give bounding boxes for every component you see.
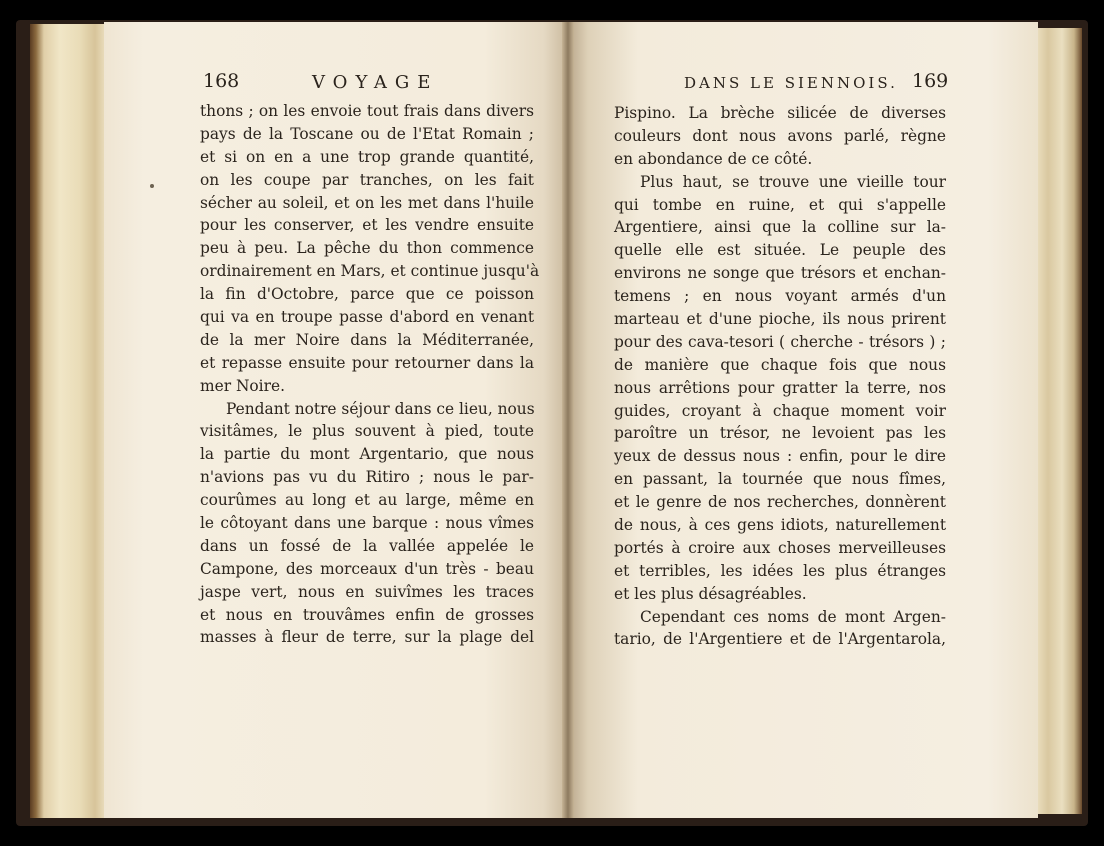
right-page-edges [1034, 28, 1082, 814]
text-line: et terribles, les idées les plus étranges [614, 561, 946, 580]
text-line: marteau et d'une pioche, ils nous prirent [614, 310, 946, 329]
left-page-edges [30, 24, 108, 818]
text-line: environs ne songe que trésors et enchan- [614, 264, 946, 283]
text-line: Campone, des morceaux d'un très - beau [200, 559, 534, 578]
text-line: on les coupe par tranches, on les fait [200, 170, 534, 189]
text-line: pour les conserver, et les vendre ensuite [200, 216, 534, 235]
text-line: thons ; on les envoie tout frais dans divers [200, 102, 534, 120]
text-line: de la mer Noire dans la Méditerranée, [200, 330, 534, 349]
text-line: quelle elle est située. Le peuple des [614, 241, 946, 260]
text-line: masses à fleur de terre, sur la plage del [200, 628, 534, 647]
text-line: ordinairement en Mars, et continue jusqu'à [200, 262, 540, 281]
right-page-text [614, 102, 946, 651]
text-line: mer Noire. [200, 376, 285, 395]
text-line: Plus haut, se trouve une vieille tour [640, 172, 946, 191]
text-line: temens ; en nous voyant armés d'un [614, 287, 946, 306]
right-running-head: DANS LE SIENNOIS. [684, 74, 898, 92]
text-line: paroître un trésor, ne levoient pas les [614, 424, 946, 443]
text-line: de manière que chaque fois que nous [614, 355, 946, 374]
text-line: guides, croyant à chaque moment voir [614, 401, 946, 420]
text-line: et le genre de nos recherches, donnèrent [614, 493, 946, 512]
text-line: pour des cava-tesori ( cherche - trésors ) ; [614, 332, 946, 351]
text-line: courûmes au long et au large, même en [200, 491, 534, 510]
text-line: sécher au soleil, et on les met dans l'huile [200, 193, 534, 212]
text-line: jaspe vert, nous en suivîmes les traces [200, 582, 534, 601]
left-page-number: 168 [203, 70, 240, 92]
text-line: Argentiere, ainsi que la colline sur la- [614, 218, 946, 237]
text-line: en abondance de ce côté. [614, 149, 813, 168]
text-line: qui va en troupe passe d'abord en venant [200, 308, 534, 327]
text-line: Pendant notre séjour dans ce lieu, nous [226, 399, 535, 418]
text-line: visitâmes, le plus souvent à pied, toute [200, 422, 534, 441]
text-line: portés à croire aux choses merveilleuses [614, 538, 946, 557]
right-page-number: 169 [912, 70, 949, 92]
text-line: qui tombe en ruine, et qui s'appelle [614, 195, 946, 214]
text-line: la fin d'Octobre, parce que ce poisson [200, 285, 534, 304]
text-line: et les plus désagréables. [614, 584, 807, 603]
left-running-head: VOYAGE [312, 72, 439, 93]
text-line: en passant, la tournée que nous fîmes, [614, 470, 946, 489]
text-line: le côtoyant dans une barque : nous vîmes [200, 514, 534, 533]
book-gutter [562, 22, 574, 818]
text-line: Pispino. La brèche silicée de diverses [614, 104, 946, 122]
text-line: couleurs dont nous avons parlé, règne [614, 126, 946, 145]
text-line: nous arrêtions pour gratter la terre, nos [614, 378, 946, 397]
text-line: peu à peu. La pêche du thon commence [200, 239, 534, 258]
left-page-text [200, 100, 540, 649]
text-line: la partie du mont Argentario, que nous [200, 445, 534, 464]
text-line: tario, de l'Argentiere et de l'Argentarola, [614, 630, 946, 649]
ink-spot [150, 184, 154, 188]
text-line: Cependant ces noms de mont Argen- [640, 607, 946, 626]
text-line: yeux de dessus nous : enfin, pour le dire [614, 447, 946, 466]
text-line: dans un fossé de la vallée appelée le [200, 536, 534, 555]
text-line: et repasse ensuite pour retourner dans la [200, 353, 534, 372]
text-line: de nous, à ces gens idiots, naturellement [614, 516, 946, 535]
text-line: et si on en a une trop grande quantité, [200, 147, 534, 166]
text-line: pays de la Toscane ou de l'Etat Romain ; [200, 124, 534, 143]
text-line: n'avions pas vu du Ritiro ; nous le par- [200, 468, 534, 487]
text-line: et nous en trouvâmes enfin de grosses [200, 605, 534, 624]
